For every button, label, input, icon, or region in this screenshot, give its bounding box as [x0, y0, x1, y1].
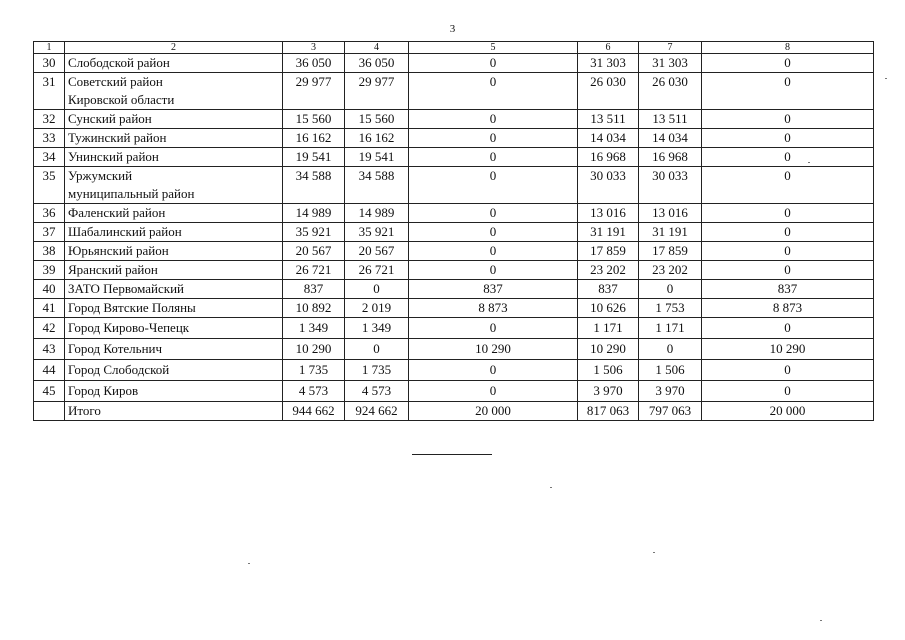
name-line: Советский район: [68, 74, 163, 89]
header-cell: 1: [34, 42, 65, 54]
value-cell-c4: 29 977: [345, 73, 409, 110]
value-cell-c7: 31 303: [639, 54, 702, 73]
value-cell-c5: 0: [409, 148, 578, 167]
name-cell: [65, 299, 283, 318]
name-cell: [65, 242, 283, 261]
value-cell-c6: 3 970: [578, 381, 639, 402]
value-cell-c8: 0: [702, 204, 874, 223]
name-line: ЗАТО Первомайский: [68, 281, 184, 296]
value-cell-c6: 26 030: [578, 73, 639, 110]
value-cell-c5: 0: [409, 167, 578, 204]
name-cell: [65, 73, 283, 110]
value-cell-c3: 10 290: [283, 339, 345, 360]
scan-speck: [653, 552, 655, 553]
value-cell-c6: 14 034: [578, 129, 639, 148]
value-cell-c5: 0: [409, 242, 578, 261]
name-line: Тужинский район: [68, 130, 167, 145]
scan-speck: [550, 487, 552, 488]
name-cell: [65, 381, 283, 402]
header-cell: 3: [283, 42, 345, 54]
value-cell-c4: 16 162: [345, 129, 409, 148]
table-row: [34, 381, 874, 402]
value-cell-c3: 1 349: [283, 318, 345, 339]
name-line: Кировской области: [68, 92, 175, 107]
value-cell-c5: 0: [409, 261, 578, 280]
value-cell-c7: 26 030: [639, 73, 702, 110]
header-cell: 7: [639, 42, 702, 54]
name-cell: [65, 110, 283, 129]
name-line: Сунский район: [68, 111, 152, 126]
table-row: [34, 204, 874, 223]
table-row: [34, 280, 874, 299]
value-cell-c4: 2 019: [345, 299, 409, 318]
data-table: [33, 41, 874, 421]
value-cell-c3: 15 560: [283, 110, 345, 129]
name-cell: [65, 402, 283, 421]
table-row: [34, 261, 874, 280]
table-row: [34, 167, 874, 204]
value-cell-c3: 36 050: [283, 54, 345, 73]
value-cell-c4: 1 349: [345, 318, 409, 339]
row-number-cell: 43: [34, 339, 65, 360]
value-cell-c3: 14 989: [283, 204, 345, 223]
table-row: [34, 318, 874, 339]
value-cell-c6: 16 968: [578, 148, 639, 167]
value-cell-c3: 26 721: [283, 261, 345, 280]
name-line: Слободской район: [68, 55, 170, 70]
table-row: [34, 299, 874, 318]
value-cell-c6: 817 063: [578, 402, 639, 421]
value-cell-c5: 0: [409, 129, 578, 148]
name-cell: [65, 167, 283, 204]
value-cell-c8: 0: [702, 110, 874, 129]
value-cell-c5: 0: [409, 318, 578, 339]
name-line: Город Вятские Поляны: [68, 300, 196, 315]
table-row: [34, 54, 874, 73]
value-cell-c5: 0: [409, 110, 578, 129]
value-cell-c7: 1 753: [639, 299, 702, 318]
value-cell-c4: 1 735: [345, 360, 409, 381]
name-line: Город Киров: [68, 383, 139, 398]
value-cell-c3: 837: [283, 280, 345, 299]
value-cell-c7: 13 016: [639, 204, 702, 223]
header-cell: 2: [65, 42, 283, 54]
table-row: [34, 110, 874, 129]
value-cell-c8: 837: [702, 280, 874, 299]
scan-speck: [820, 620, 822, 621]
value-cell-c5: 837: [409, 280, 578, 299]
name-cell: [65, 223, 283, 242]
row-number-cell: 32: [34, 110, 65, 129]
header-cell: 5: [409, 42, 578, 54]
value-cell-c6: 13 016: [578, 204, 639, 223]
value-cell-c7: 1 506: [639, 360, 702, 381]
value-cell-c8: 10 290: [702, 339, 874, 360]
value-cell-c7: 0: [639, 280, 702, 299]
row-number-cell: 40: [34, 280, 65, 299]
name-line: муниципальный район: [68, 186, 195, 201]
value-cell-c4: 20 567: [345, 242, 409, 261]
value-cell-c4: 36 050: [345, 54, 409, 73]
value-cell-c6: 31 191: [578, 223, 639, 242]
row-number-cell: 39: [34, 261, 65, 280]
value-cell-c8: 8 873: [702, 299, 874, 318]
value-cell-c8: 0: [702, 360, 874, 381]
scan-speck: [248, 563, 250, 564]
name-line: Яранский район: [68, 262, 158, 277]
value-cell-c7: 31 191: [639, 223, 702, 242]
value-cell-c4: 924 662: [345, 402, 409, 421]
scan-speck: [808, 162, 810, 163]
value-cell-c6: 10 290: [578, 339, 639, 360]
value-cell-c8: 0: [702, 129, 874, 148]
value-cell-c7: 16 968: [639, 148, 702, 167]
value-cell-c5: 0: [409, 54, 578, 73]
table-row: [34, 360, 874, 381]
value-cell-c6: 31 303: [578, 54, 639, 73]
name-line: Юрьянский район: [68, 243, 169, 258]
value-cell-c7: 23 202: [639, 261, 702, 280]
value-cell-c4: 14 989: [345, 204, 409, 223]
row-number-cell: [34, 402, 65, 421]
value-cell-c3: 16 162: [283, 129, 345, 148]
name-line: Итого: [68, 403, 101, 418]
row-number-cell: 30: [34, 54, 65, 73]
value-cell-c6: 30 033: [578, 167, 639, 204]
name-line: Город Слободской: [68, 362, 170, 377]
row-number-cell: 38: [34, 242, 65, 261]
value-cell-c8: 0: [702, 261, 874, 280]
value-cell-c7: 0: [639, 339, 702, 360]
value-cell-c8: 0: [702, 242, 874, 261]
value-cell-c8: 0: [702, 73, 874, 110]
name-cell: [65, 261, 283, 280]
value-cell-c8: 20 000: [702, 402, 874, 421]
value-cell-c8: 0: [702, 223, 874, 242]
value-cell-c7: 14 034: [639, 129, 702, 148]
name-cell: [65, 339, 283, 360]
value-cell-c3: 1 735: [283, 360, 345, 381]
value-cell-c8: 0: [702, 318, 874, 339]
name-line: Шабалинский район: [68, 224, 182, 239]
value-cell-c8: 0: [702, 381, 874, 402]
row-number-cell: 35: [34, 167, 65, 204]
value-cell-c4: 19 541: [345, 148, 409, 167]
value-cell-c6: 1 506: [578, 360, 639, 381]
name-line: Унинский район: [68, 149, 159, 164]
value-cell-c5: 0: [409, 381, 578, 402]
value-cell-c5: 0: [409, 204, 578, 223]
value-cell-c7: 17 859: [639, 242, 702, 261]
value-cell-c5: 10 290: [409, 339, 578, 360]
value-cell-c6: 837: [578, 280, 639, 299]
separator-line: [412, 454, 492, 455]
value-cell-c4: 0: [345, 280, 409, 299]
name-line: Город Кирово-Чепецк: [68, 320, 190, 335]
value-cell-c8: 0: [702, 167, 874, 204]
table-row: [34, 242, 874, 261]
value-cell-c7: 1 171: [639, 318, 702, 339]
value-cell-c3: 35 921: [283, 223, 345, 242]
value-cell-c3: 34 588: [283, 167, 345, 204]
name-cell: [65, 148, 283, 167]
value-cell-c5: 0: [409, 360, 578, 381]
row-number-cell: 36: [34, 204, 65, 223]
value-cell-c4: 0: [345, 339, 409, 360]
value-cell-c7: 3 970: [639, 381, 702, 402]
value-cell-c5: 0: [409, 73, 578, 110]
value-cell-c6: 13 511: [578, 110, 639, 129]
value-cell-c3: 4 573: [283, 381, 345, 402]
value-cell-c4: 26 721: [345, 261, 409, 280]
header-cell: 6: [578, 42, 639, 54]
table-row: [34, 129, 874, 148]
value-cell-c8: 0: [702, 54, 874, 73]
value-cell-c4: 15 560: [345, 110, 409, 129]
row-number-cell: 42: [34, 318, 65, 339]
row-number-cell: 44: [34, 360, 65, 381]
value-cell-c4: 35 921: [345, 223, 409, 242]
header-cell: 8: [702, 42, 874, 54]
value-cell-c6: 1 171: [578, 318, 639, 339]
row-number-cell: 37: [34, 223, 65, 242]
header-cell: 4: [345, 42, 409, 54]
row-number-cell: 41: [34, 299, 65, 318]
table-row: [34, 339, 874, 360]
value-cell-c3: 19 541: [283, 148, 345, 167]
table-row: [34, 223, 874, 242]
row-number-cell: 31: [34, 73, 65, 110]
header-row: [34, 42, 874, 54]
table-row: [34, 148, 874, 167]
name-cell: [65, 129, 283, 148]
value-cell-c7: 13 511: [639, 110, 702, 129]
total-row: [34, 402, 874, 421]
row-number-cell: 34: [34, 148, 65, 167]
value-cell-c4: 34 588: [345, 167, 409, 204]
name-cell: [65, 280, 283, 299]
row-number-cell: 33: [34, 129, 65, 148]
name-cell: [65, 204, 283, 223]
value-cell-c8: 0: [702, 148, 874, 167]
value-cell-c7: 797 063: [639, 402, 702, 421]
value-cell-c6: 17 859: [578, 242, 639, 261]
row-number-cell: 45: [34, 381, 65, 402]
name-line: Город Котельнич: [68, 341, 163, 356]
value-cell-c3: 20 567: [283, 242, 345, 261]
value-cell-c3: 10 892: [283, 299, 345, 318]
table-row: [34, 73, 874, 110]
name-cell: [65, 318, 283, 339]
value-cell-c5: 20 000: [409, 402, 578, 421]
scan-speck: [885, 78, 887, 79]
value-cell-c5: 8 873: [409, 299, 578, 318]
value-cell-c6: 10 626: [578, 299, 639, 318]
name-line: Фаленский район: [68, 205, 166, 220]
name-cell: [65, 360, 283, 381]
name-line: Уржумский: [68, 168, 133, 183]
name-cell: [65, 54, 283, 73]
value-cell-c3: 29 977: [283, 73, 345, 110]
value-cell-c5: 0: [409, 223, 578, 242]
value-cell-c3: 944 662: [283, 402, 345, 421]
value-cell-c7: 30 033: [639, 167, 702, 204]
page-number: 3: [449, 23, 456, 35]
value-cell-c6: 23 202: [578, 261, 639, 280]
value-cell-c4: 4 573: [345, 381, 409, 402]
